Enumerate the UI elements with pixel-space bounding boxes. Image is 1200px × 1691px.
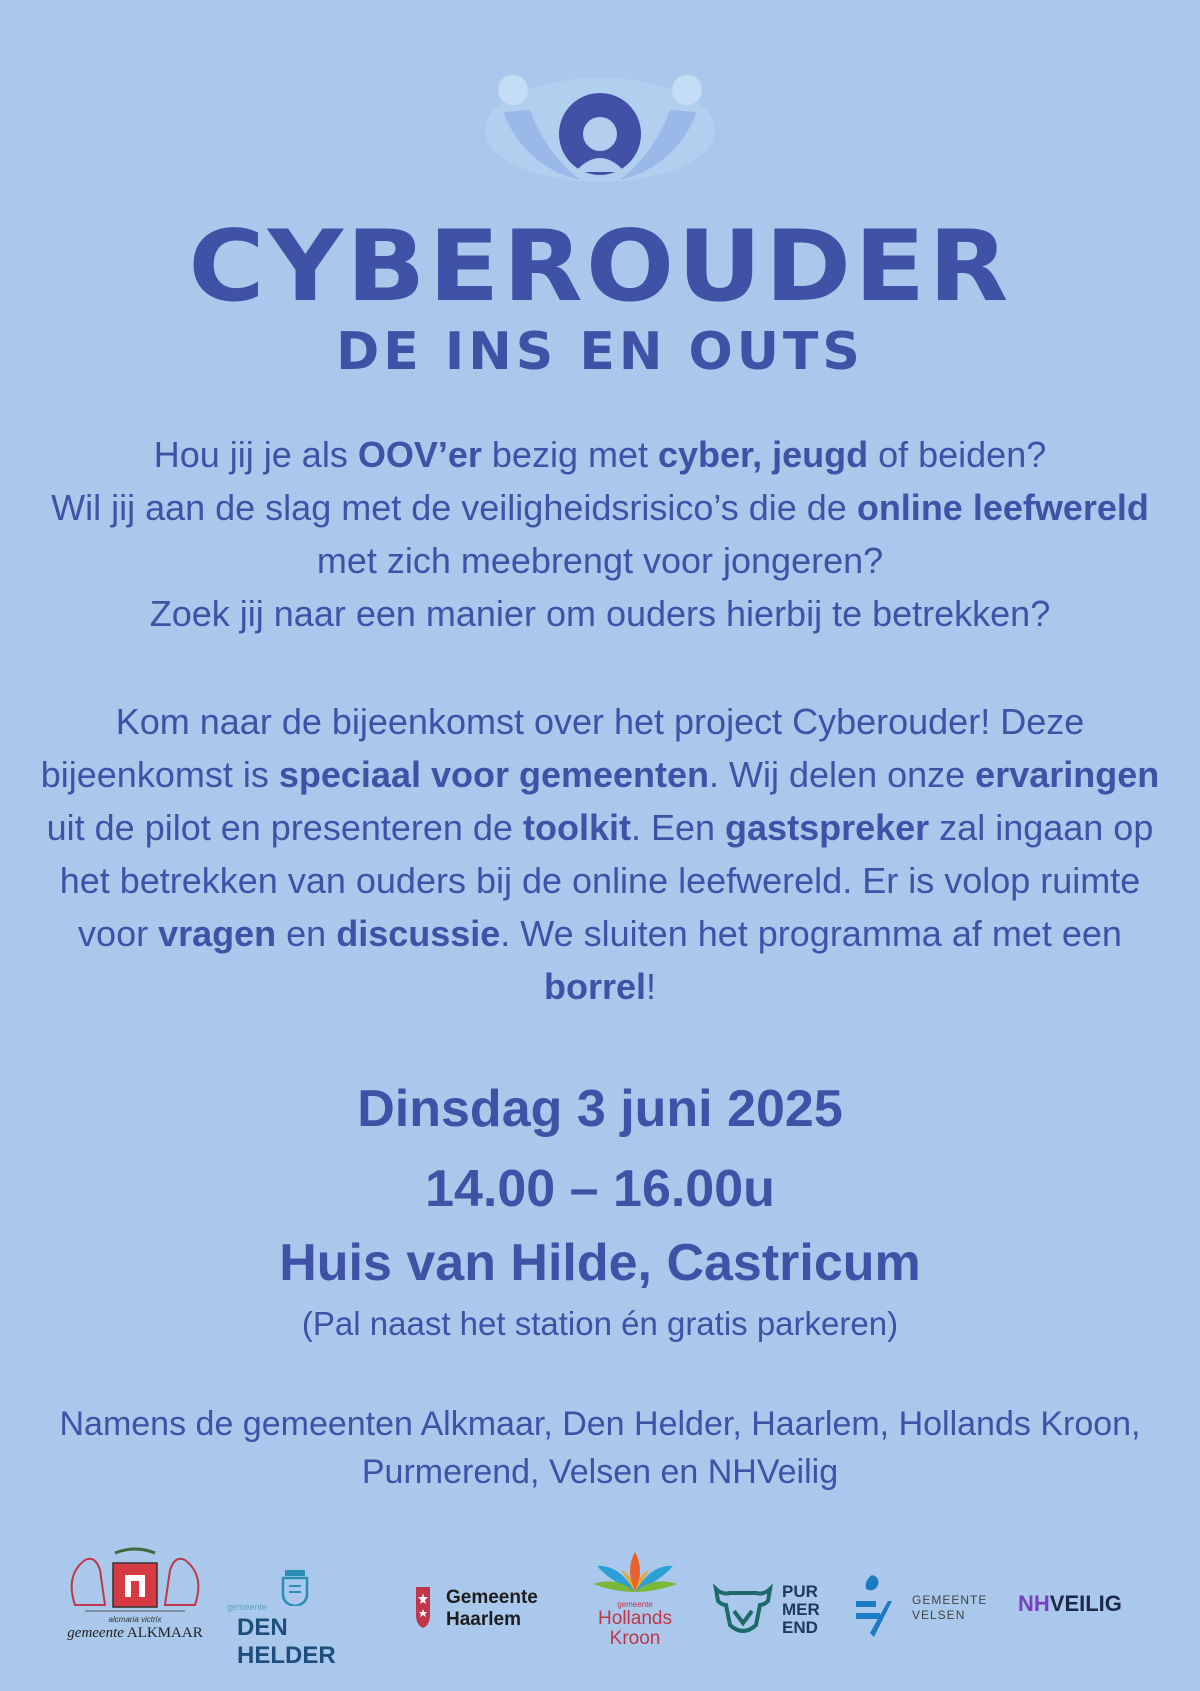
body-text: . We sluiten het programma af met een <box>500 913 1122 954</box>
body-text: . Wij delen onze <box>709 754 976 795</box>
nhveilig-nh: NH <box>1018 1591 1050 1616</box>
page-subtitle: DE INS EN OUTS <box>336 322 864 382</box>
page-title: CYBEROUDER <box>188 210 1012 324</box>
body-text: en <box>276 913 337 954</box>
intro-text: Hou jij je als <box>153 434 358 475</box>
cyberouder-logo-icon <box>485 72 715 200</box>
event-date: Dinsdag 3 juni 2025 <box>357 1080 843 1138</box>
purmerend-l2: MER <box>782 1600 820 1619</box>
body-text: Kom naar de bijeenkomst over het project Cyberouder! <box>115 701 991 742</box>
alkmaar-name: ALKMAAR <box>126 1625 203 1641</box>
event-note: (Pal naast het station én gratis parkeren) <box>301 1305 899 1342</box>
hollands-kroon-line1: Hollands <box>598 1608 672 1629</box>
alkmaar-crest-icon <box>45 1545 225 1617</box>
body-bold: vragen <box>158 913 277 954</box>
purmerend-l3: END <box>782 1618 818 1637</box>
alkmaar-logo <box>45 1545 225 1645</box>
body-text: ! <box>646 966 657 1007</box>
intro-text: Zoek jij naar een manier om ouders hierbij te betrekken? <box>149 593 1051 634</box>
body-text: uit de pilot en presenteren de <box>46 807 523 848</box>
hollands-kroon-pre: gemeente <box>617 1600 653 1609</box>
intro-text: of beiden? <box>868 434 1047 475</box>
logo-strip <box>0 1545 1200 1669</box>
alkmaar-wordmark <box>45 1625 225 1642</box>
body-text: Een <box>650 807 726 848</box>
intro-text: Wil jij aan de slag met de veiligheidsrisico’s die de <box>51 487 857 528</box>
velsen-logo <box>852 1573 1002 1643</box>
velsen-emblem-icon <box>852 1573 892 1637</box>
alkmaar-pre: gemeente <box>67 1625 124 1641</box>
footer-organizers: Namens de gemeenten Alkmaar, Den Helder, Haarlem, Hollands Kroon, Purmerend, Velsen en NHVeilig <box>59 1405 1141 1491</box>
body-bold: ervaringen <box>975 754 1160 795</box>
den-helder-name: DEN HELDER <box>237 1614 336 1669</box>
intro-bold: cyber, jeugd <box>658 434 869 475</box>
den-helder-logo <box>225 1570 380 1669</box>
purmerend-logo <box>712 1583 827 1643</box>
den-helder-pre: gemeente <box>227 1602 268 1612</box>
body-bold: borrel <box>543 966 646 1007</box>
body-text: . <box>630 807 641 848</box>
body-bold: discussie <box>336 913 501 954</box>
intro-bold: OOV’er <box>357 434 482 475</box>
velsen-l1: GEMEENTE <box>912 1593 988 1607</box>
intro-bold: online leefwereld <box>856 487 1149 528</box>
purmerend-cow-icon <box>712 1583 774 1639</box>
velsen-l2: VELSEN <box>912 1608 966 1622</box>
den-helder-shield-icon <box>281 1570 309 1606</box>
body-text: zal ingaan op het betrekken van ouders bij de online leefwereld. Er is volop ruimte voor <box>59 807 1154 954</box>
haarlem-logo <box>410 1585 560 1635</box>
body-paragraph <box>40 695 1160 1013</box>
haarlem-line2: Haarlem <box>446 1609 521 1630</box>
body-bold: speciaal voor gemeenten <box>278 754 710 795</box>
body-bold: toolkit <box>522 807 631 848</box>
body-text: Deze bijeenkomst is <box>40 701 1085 795</box>
intro-paragraph <box>40 428 1160 640</box>
purmerend-l1: PUR <box>782 1582 818 1601</box>
nhveilig-logo <box>1018 1591 1158 1631</box>
body-bold: gastspreker <box>725 807 930 848</box>
alkmaar-motto: alcmaria victrix <box>108 1615 162 1624</box>
intro-text: met zich meebrengt voor jongeren? <box>316 540 884 581</box>
haarlem-crest-icon <box>410 1585 436 1629</box>
nhveilig-veilig: VEILIG <box>1049 1591 1122 1616</box>
event-time: 14.00 – 16.00u <box>425 1160 775 1218</box>
hollands-kroon-flower-icon <box>589 1550 681 1600</box>
purmerend-wordmark <box>782 1583 820 1637</box>
intro-text: bezig met <box>481 434 658 475</box>
haarlem-line1: Gemeente <box>446 1587 538 1608</box>
event-location: Huis van Hilde, Castricum <box>279 1234 921 1292</box>
hollands-kroon-logo <box>585 1550 685 1660</box>
hollands-kroon-line2: Kroon <box>609 1628 661 1649</box>
